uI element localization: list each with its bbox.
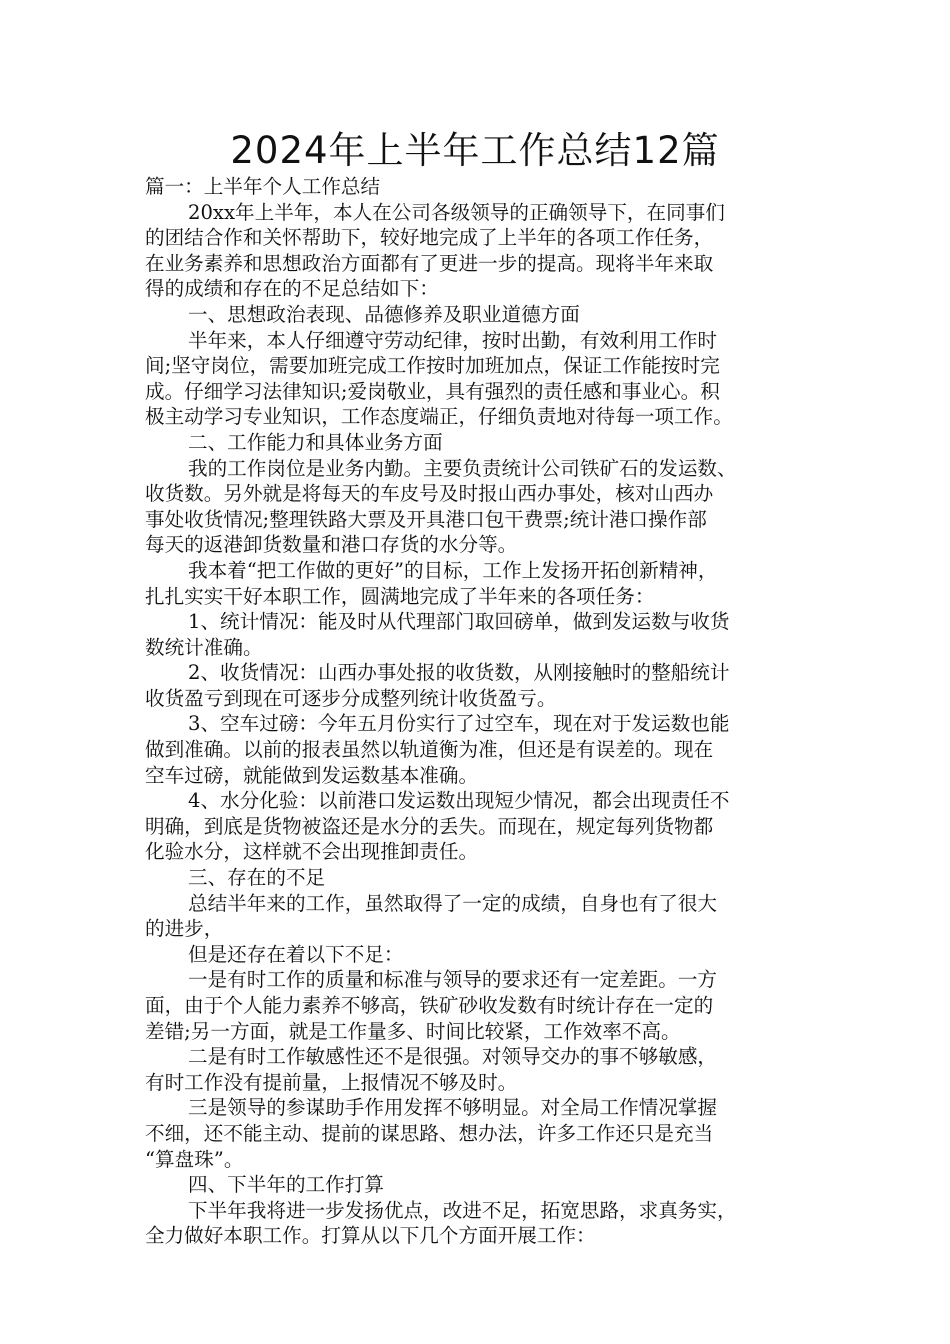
- text-line: 2、收货情况：山西办事处报的收货数，从刚接触时的整船统计: [188, 661, 730, 685]
- text-line: 收货数。另外就是将每天的车皮号及时报山西办事处，核对山西办: [145, 482, 714, 506]
- text-line: 四、下半年的工作打算: [188, 1173, 384, 1197]
- text-line: 三、存在的不足: [188, 866, 326, 890]
- text-line: 全力做好本职工作。打算从以下几个方面开展工作：: [145, 1224, 596, 1248]
- text-line: “算盘珠”。: [145, 1147, 244, 1171]
- text-line: 面，由于个人能力素养不够高，铁矿砂收发数有时统计存在一定的: [145, 994, 714, 1017]
- text-line: 4、水分化验：以前港口发运数出现短少情况，都会出现责任不: [188, 789, 730, 813]
- text-line: 一、思想政治表现、品德修养及职业道德方面: [188, 302, 580, 326]
- text-line: 做到准确。以前的报表虽然以轨道衡为准，但还是有误差的。现在: [145, 738, 714, 762]
- text-line: 空车过磅，就能做到发运数基本准确。: [145, 763, 479, 787]
- text-line: 半年来，本人仔细遵守劳动纪律，按时出勤，有效利用工作时: [188, 328, 718, 352]
- text-line: 明确，到底是货物被盗还是水分的丢失。而现在，规定每列货物都: [145, 814, 714, 838]
- text-line: 下半年我将进一步发扬优点，改进不足，拓宽思路，求真务实，: [188, 1198, 737, 1222]
- text-line: 二、工作能力和具体业务方面: [188, 430, 443, 454]
- text-line: 有时工作没有提前量，上报情况不够及时。: [145, 1070, 518, 1094]
- text-line: 二是有时工作敏感性还不是很强。对领导交办的事不够敏感，: [188, 1045, 718, 1069]
- text-line: 在业务素养和思想政治方面都有了更进一步的提高。现将半年来取: [145, 251, 714, 275]
- text-line: 每天的返港卸货数量和港口存货的水分等。: [145, 533, 518, 557]
- document-title: 2024年上半年工作总结12篇: [230, 129, 720, 172]
- text-line: 数统计准确。: [145, 635, 263, 659]
- text-line: 20xx年上半年，本人在公司各级领导的正确领导下，在同事们: [188, 200, 725, 224]
- document-body: [145, 174, 825, 1249]
- text-line: 成。仔细学习法律知识;爱岗敬业，具有强烈的责任感和事业心。积: [145, 379, 720, 403]
- text-line: 的团结合作和关怀帮助下，较好地完成了上半年的各项工作任务，: [145, 226, 714, 250]
- text-line: 收货盈亏到现在可逐步分成整列统计收货盈亏。: [145, 686, 557, 710]
- text-line: 一是有时工作的质量和标准与领导的要求还有一定差距。一方: [188, 968, 718, 992]
- text-line: 不细，还不能主动、提前的谋思路、想办法，许多工作还只是充当: [145, 1121, 714, 1145]
- text-line: 事处收货情况;整理铁路大票及开具港口包干费票;统计港口操作部: [145, 507, 707, 531]
- text-line: 篇一：上半年个人工作总结: [145, 175, 381, 198]
- text-line: 1、统计情况：能及时从代理部门取回磅单，做到发运数与收货: [188, 610, 730, 634]
- text-line: 差错;另一方面，就是工作量多、时间比较紧，工作效率不高。: [145, 1019, 681, 1043]
- text-line: 得的成绩和存在的不足总结如下：: [145, 277, 439, 301]
- text-line: 极主动学习专业知识，工作态度端正，仔细负责地对待每一项工作。: [145, 405, 733, 429]
- text-line: 3、空车过磅：今年五月份实行了过空车，现在对于发运数也能: [188, 712, 730, 736]
- text-line: 我的工作岗位是业务内勤。主要负责统计公司铁矿石的发运数、: [188, 456, 737, 480]
- text-line: 扎扎实实干好本职工作，圆满地完成了半年来的各项任务：: [145, 584, 655, 608]
- text-line: 我本着“把工作做的更好”的目标，工作上发扬开拓创新精神，: [188, 558, 718, 582]
- text-line: 但是还存在着以下不足：: [188, 942, 404, 966]
- text-line: 总结半年来的工作，虽然取得了一定的成绩，自身也有了很大: [188, 891, 718, 915]
- text-line: 的进步，: [145, 917, 224, 941]
- text-line: 三是领导的参谋助手作用发挥不够明显。对全局工作情况掌握: [188, 1096, 718, 1120]
- text-line: 化验水分，这样就不会出现推卸责任。: [145, 840, 479, 864]
- text-line: 间;坚守岗位，需要加班完成工作按时加班加点，保证工作能按时完: [145, 354, 720, 378]
